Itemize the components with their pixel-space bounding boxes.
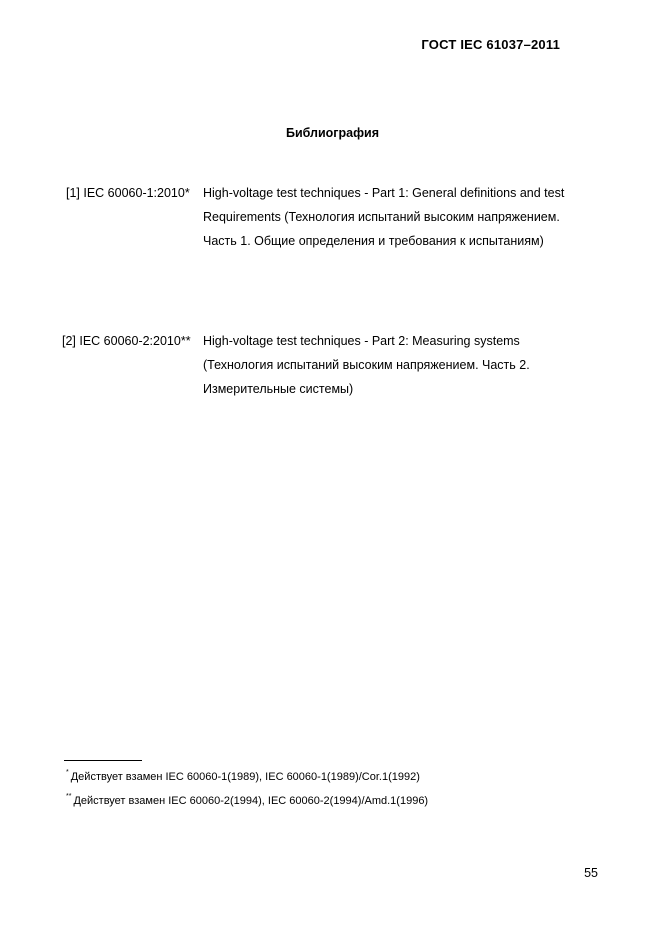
page-number: 55 (584, 866, 598, 880)
standard-header: ГОСТ IEC 61037–2011 (421, 37, 560, 52)
footnote (66, 769, 420, 783)
bibliography-ref: [1] IEC 60060-1:2010* (66, 186, 190, 200)
footnote-text: Действует взамен IEC 60060-2(1994), IEC 60060-2(1994)/Amd.1(1996) (73, 795, 429, 807)
bibliography-entry (62, 181, 592, 253)
footnote-text: Действует взамен IEC 60060-1(1989), IEC 60060-1(1989)/Cor.1(1992) (70, 771, 420, 783)
footnote (66, 793, 428, 807)
footnote-mark: ** (66, 793, 72, 800)
bibliography-ref: [2] IEC 60060-2:2010** (62, 334, 191, 348)
bibliography-entry (62, 329, 592, 401)
bibliography-title: Библиография (285, 126, 380, 140)
bibliography-text: High-voltage test techniques - Part 2: Measuring systems (Технология испытаний высоким напряжением. Часть 2. Измерительные системы) (203, 334, 530, 396)
footnote-mark: * (66, 769, 69, 776)
bibliography-text: High-voltage test techniques - Part 1: General definitions and test Requirements (Технология испытаний высоким напряжением. Часть 1. Общие определения и требования к испытаниям) (203, 186, 565, 248)
footnote-divider (64, 760, 142, 761)
